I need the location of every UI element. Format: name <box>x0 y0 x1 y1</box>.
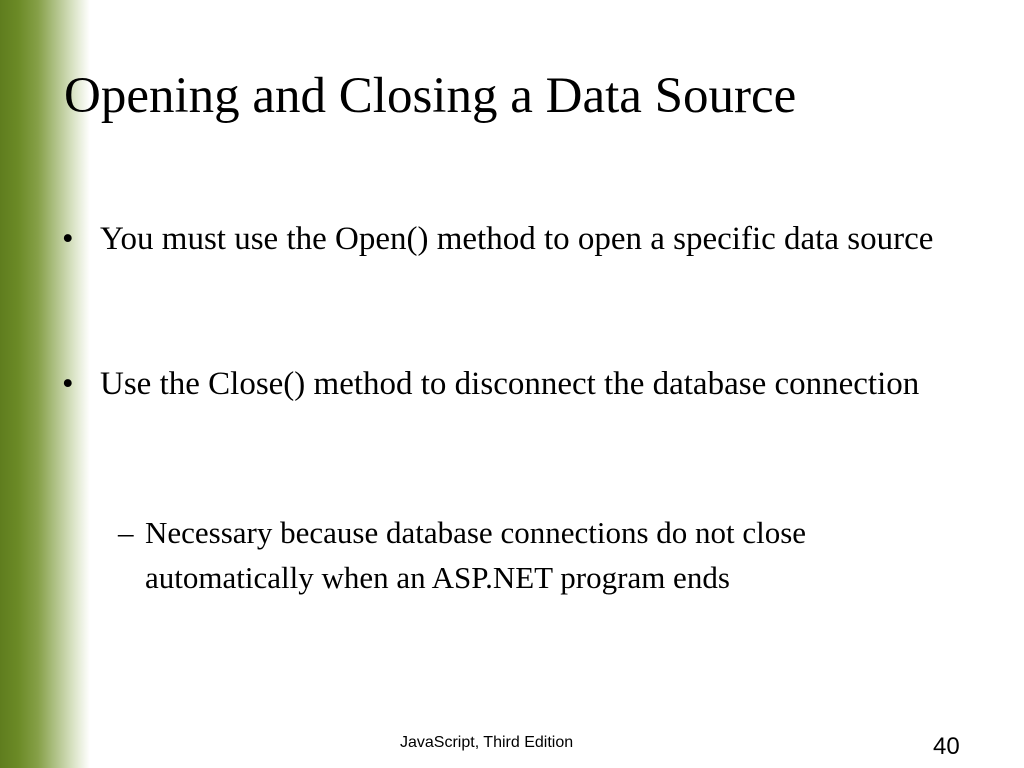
bullet-text: Use the Close() method to disconnect the database connection <box>100 366 920 402</box>
bullet-item <box>62 216 962 312</box>
sub-bullet-text: Necessary because database connections do not close automatically when an ASP.NET program ends <box>145 515 807 595</box>
sub-bullet-item <box>118 510 978 606</box>
slide-footer: JavaScript, Third Edition <box>400 734 574 751</box>
bullet-marker: • <box>62 221 74 257</box>
bullet-marker: • <box>62 366 74 402</box>
slide-title: Opening and Closing a Data Source <box>64 68 797 124</box>
bullet-item <box>62 356 962 472</box>
bullet-text: You must use the Open() method to open a specific data source <box>100 221 934 257</box>
sub-bullet-marker: – <box>118 515 134 550</box>
page-number: 40 <box>933 733 960 760</box>
